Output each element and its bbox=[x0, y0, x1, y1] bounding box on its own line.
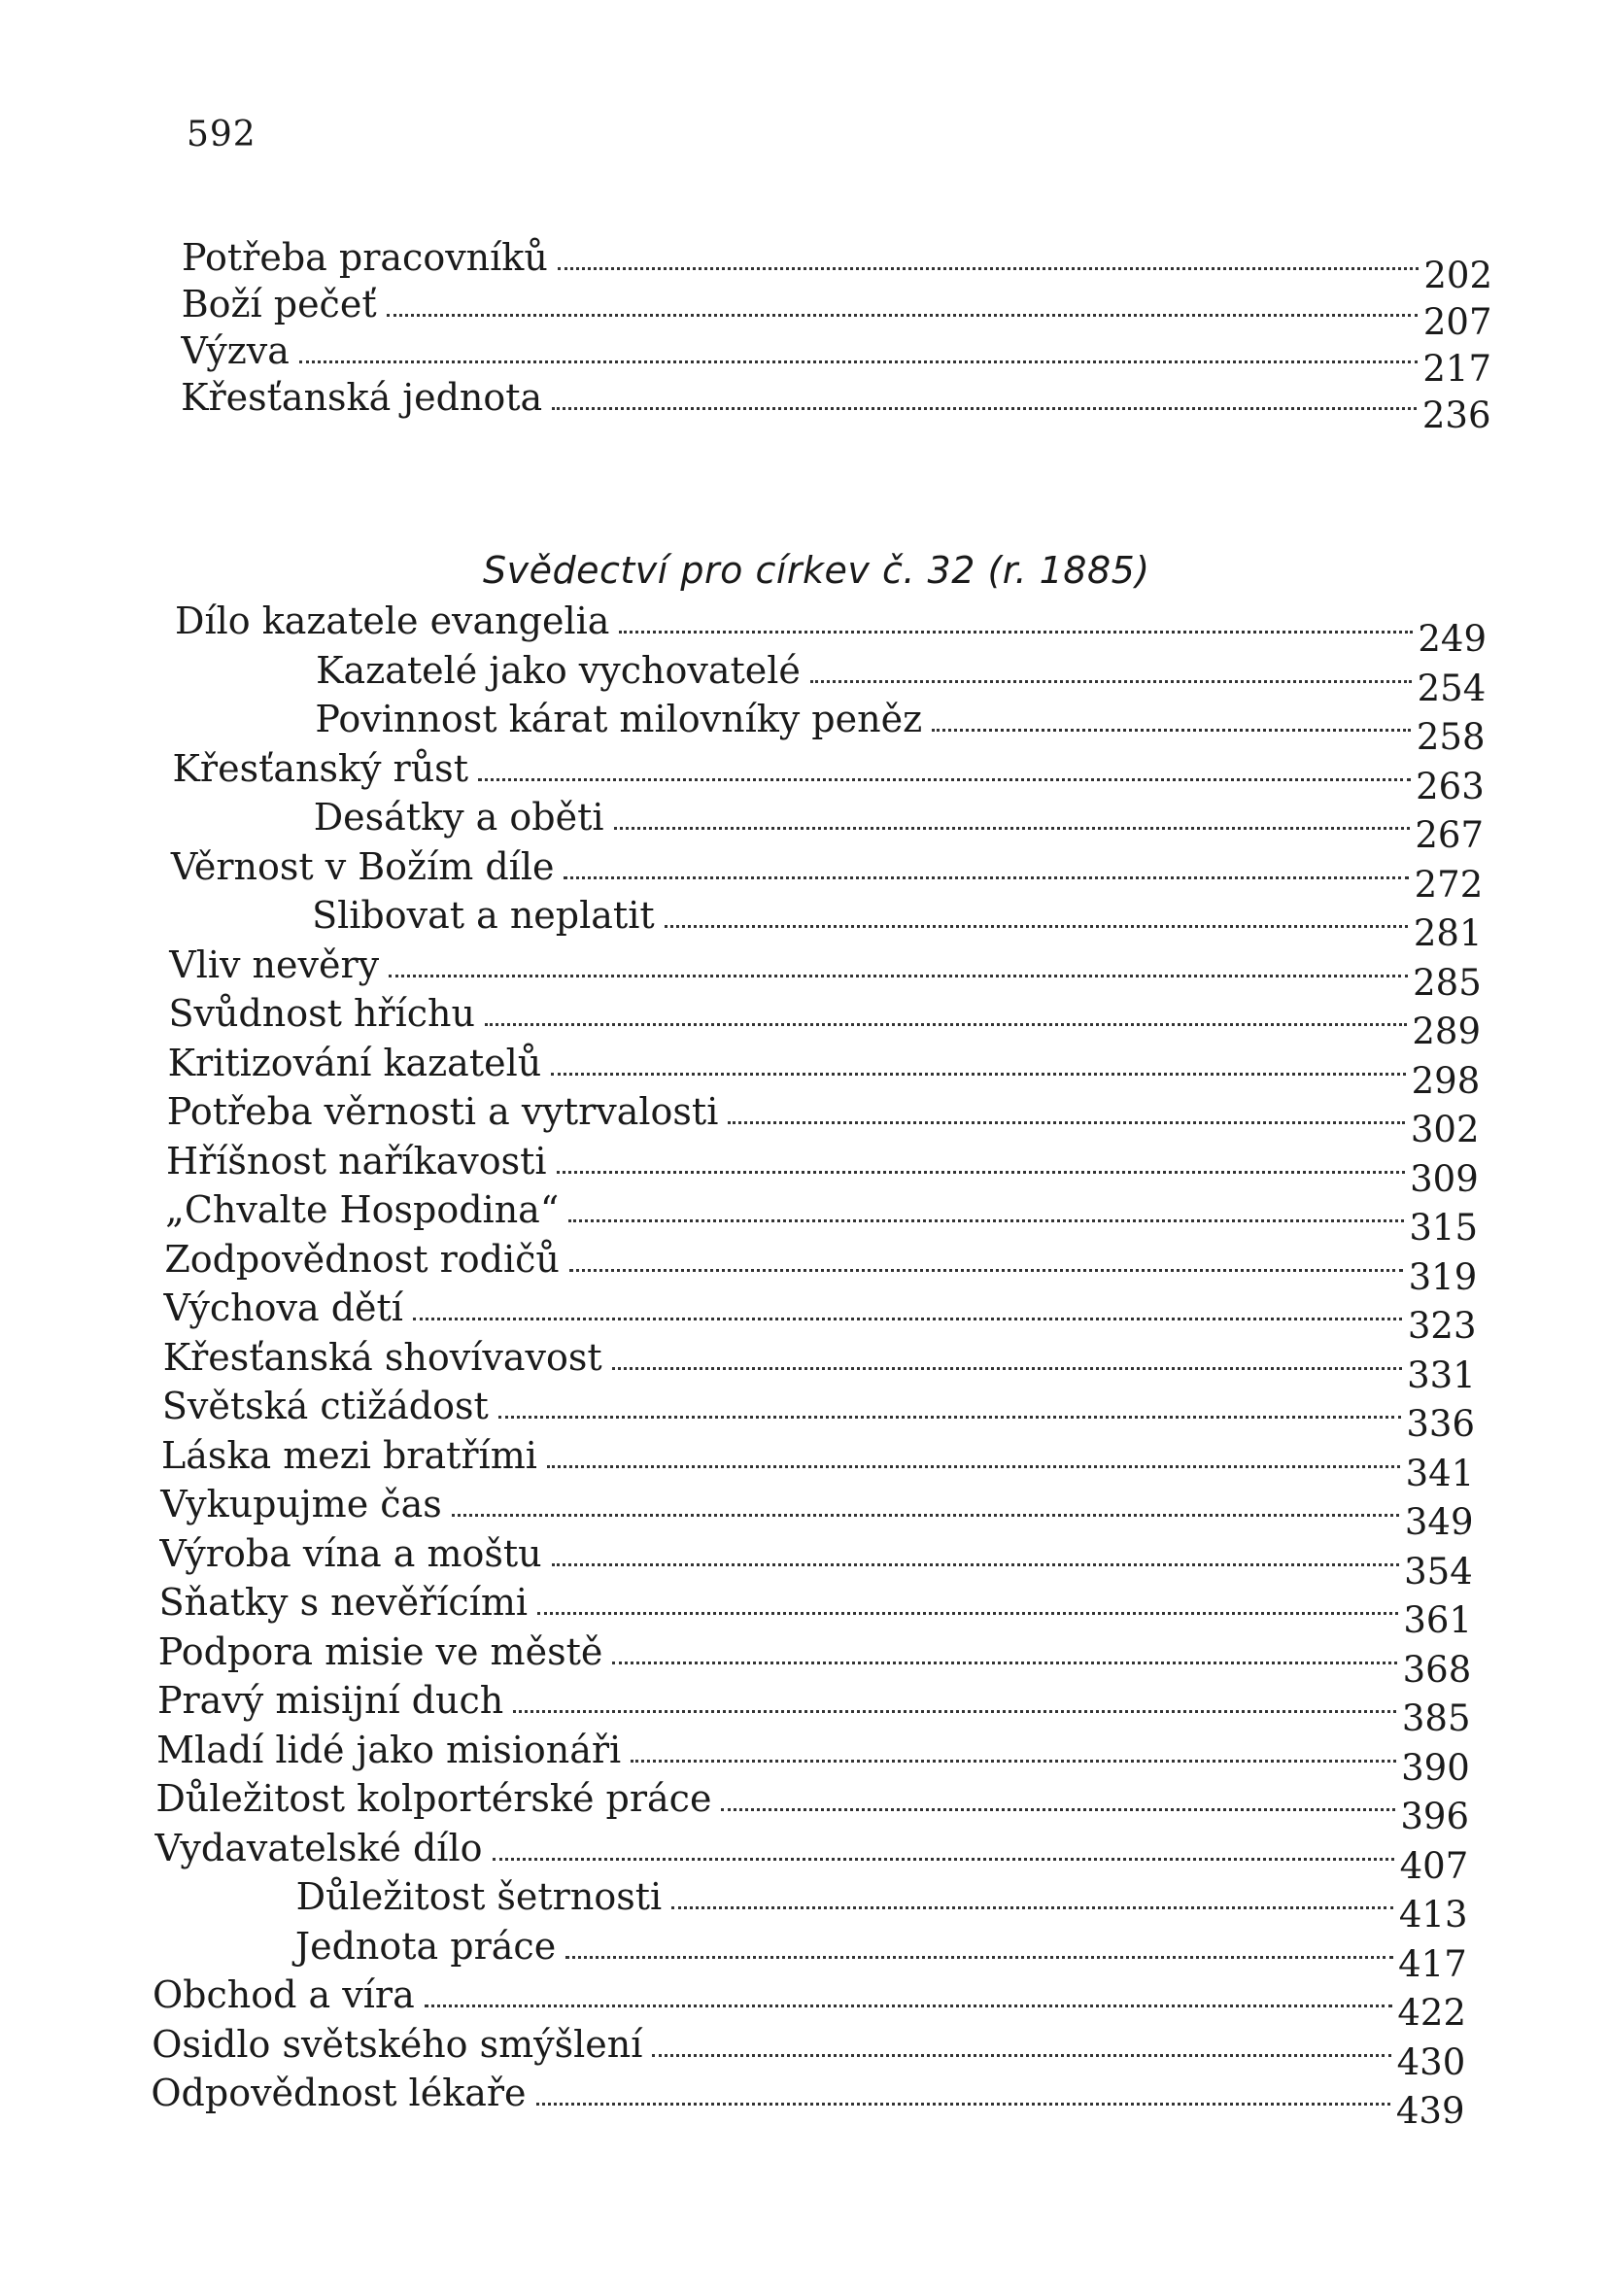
toc-entry-page: 439 bbox=[1395, 2090, 1465, 2132]
dot-leader bbox=[728, 1121, 1405, 1124]
toc-entry bbox=[165, 1185, 1478, 1249]
dot-leader bbox=[565, 1956, 1393, 1959]
dot-leader bbox=[612, 1662, 1397, 1664]
toc-entry bbox=[175, 597, 1487, 660]
toc-entry bbox=[181, 280, 1492, 343]
dot-leader bbox=[564, 876, 1409, 879]
toc-entry-title: Výzva bbox=[181, 329, 290, 372]
toc-entry bbox=[156, 1676, 1471, 1739]
toc-entry bbox=[182, 233, 1492, 296]
toc-entry-title: „Chvalte Hospodina“ bbox=[165, 1188, 560, 1231]
dot-leader bbox=[552, 1563, 1399, 1566]
toc-entry bbox=[153, 1970, 1466, 2034]
toc-entry bbox=[168, 989, 1481, 1052]
toc-entry bbox=[294, 1922, 1467, 1985]
dot-leader bbox=[721, 1808, 1395, 1811]
toc-entry-title: Potřeba věrnosti a vytrvalosti bbox=[166, 1090, 719, 1133]
toc-entry bbox=[163, 1284, 1477, 1347]
toc-entry bbox=[152, 2020, 1466, 2083]
toc-entry-page: 263 bbox=[1416, 765, 1485, 807]
toc-entry-title: Hříšnost naříkavosti bbox=[165, 1139, 547, 1182]
dot-leader bbox=[558, 267, 1419, 270]
toc-entry-page: 302 bbox=[1410, 1109, 1480, 1150]
toc-entry-title: Důležitost kolportérské práce bbox=[155, 1777, 712, 1820]
toc-entry-title: Povinnost kárat milovníky peněz bbox=[315, 698, 923, 740]
toc-entry-title: Svůdnost hříchu bbox=[168, 992, 475, 1035]
dot-leader bbox=[619, 631, 1413, 634]
toc-entry-title: Desátky a oběti bbox=[313, 796, 604, 839]
dot-leader bbox=[498, 1416, 1401, 1419]
toc-entry bbox=[158, 1578, 1472, 1641]
toc-entry-title: Jednota práce bbox=[294, 1924, 557, 1968]
toc-entry-title: Vydavatelské dílo bbox=[154, 1826, 483, 1869]
toc-entry-page: 417 bbox=[1398, 1942, 1467, 1985]
dot-leader bbox=[652, 2054, 1391, 2057]
toc-entry bbox=[166, 1087, 1480, 1150]
toc-entry-page: 298 bbox=[1411, 1059, 1481, 1102]
toc-entry-title: Věrnost v Božím díle bbox=[170, 844, 555, 888]
toc-entry bbox=[172, 744, 1485, 807]
toc-entry-page: 202 bbox=[1423, 255, 1492, 296]
toc-entry-page: 368 bbox=[1402, 1648, 1472, 1691]
toc-entry bbox=[157, 1628, 1472, 1691]
toc-entry bbox=[315, 695, 1486, 758]
toc-entry bbox=[161, 1382, 1475, 1445]
toc-entry bbox=[151, 2069, 1465, 2132]
toc-entry-title: Sňatky s nevěřícími bbox=[158, 1581, 529, 1624]
toc-entry-page: 249 bbox=[1418, 618, 1487, 660]
toc-entry bbox=[165, 1137, 1479, 1200]
toc-entry bbox=[162, 1333, 1476, 1396]
dot-leader bbox=[614, 827, 1410, 830]
toc-entry-page: 336 bbox=[1406, 1403, 1475, 1445]
toc-entry bbox=[170, 842, 1484, 906]
dot-leader bbox=[478, 778, 1411, 781]
toc-entry-title: Křesťanský růst bbox=[172, 746, 468, 790]
toc-entry-title: Pravý misijní duch bbox=[156, 1679, 504, 1722]
toc-entry-page: 341 bbox=[1405, 1452, 1475, 1494]
toc-entry-title: Boží pečeť bbox=[181, 283, 377, 326]
toc-entry bbox=[313, 793, 1484, 856]
toc-entry-title: Zodpovědnost rodičů bbox=[164, 1237, 560, 1281]
toc-entry-page: 258 bbox=[1416, 716, 1486, 758]
dot-leader bbox=[557, 1171, 1405, 1174]
toc-entry-title: Mladí lidé jako misionáři bbox=[156, 1728, 622, 1771]
toc-entry-page: 207 bbox=[1422, 301, 1492, 343]
toc-entry bbox=[164, 1235, 1478, 1298]
toc-entry-title: Výroba vína a moštu bbox=[159, 1531, 542, 1575]
dot-leader bbox=[493, 1858, 1395, 1861]
toc-entry bbox=[312, 891, 1483, 954]
toc-entry-title: Osidlo světského smýšlení bbox=[152, 2022, 643, 2066]
toc-entry bbox=[181, 373, 1491, 436]
toc-entry-page: 272 bbox=[1414, 863, 1484, 906]
toc-entry bbox=[154, 1824, 1469, 1887]
toc-entry-title: Kritizování kazatelů bbox=[167, 1041, 542, 1084]
toc-entry bbox=[169, 941, 1482, 1004]
toc-entry-page: 309 bbox=[1410, 1157, 1479, 1200]
toc-entry-page: 267 bbox=[1415, 814, 1484, 856]
toc-entry-page: 281 bbox=[1413, 912, 1483, 954]
dot-leader bbox=[547, 1465, 1400, 1468]
dot-leader bbox=[665, 925, 1409, 928]
toc-entry-title: Křesťanská jednota bbox=[181, 376, 543, 419]
dot-leader bbox=[299, 360, 1418, 363]
dot-leader bbox=[452, 1514, 1400, 1517]
toc-entry-page: 319 bbox=[1408, 1255, 1478, 1298]
toc-entry bbox=[161, 1431, 1475, 1494]
dot-leader bbox=[932, 729, 1411, 732]
section-heading: Svědectví pro církev č. 32 (r. 1885) bbox=[483, 549, 1150, 592]
toc-entry-title: Důležitost šetrnosti bbox=[295, 1875, 663, 1918]
toc-entry-page: 289 bbox=[1412, 1011, 1481, 1052]
dot-leader bbox=[568, 1219, 1404, 1222]
toc-entry-page: 354 bbox=[1404, 1550, 1473, 1593]
toc-entry-page: 385 bbox=[1401, 1697, 1471, 1739]
dot-leader bbox=[413, 1318, 1403, 1320]
toc-entry-page: 349 bbox=[1404, 1501, 1474, 1543]
toc-entry bbox=[316, 646, 1487, 709]
dot-leader bbox=[425, 2005, 1392, 2007]
toc-entry bbox=[295, 1872, 1468, 1936]
dot-leader bbox=[612, 1367, 1402, 1370]
toc-entry bbox=[159, 1529, 1473, 1593]
dot-leader bbox=[387, 314, 1419, 317]
toc-entry-title: Dílo kazatele evangelia bbox=[175, 600, 610, 642]
toc-entry bbox=[181, 326, 1491, 390]
toc-entry-page: 361 bbox=[1403, 1599, 1472, 1641]
toc-entry bbox=[160, 1480, 1474, 1543]
toc-entry-title: Obchod a víra bbox=[153, 1973, 415, 2016]
toc-entry-title: Vliv nevěry bbox=[169, 942, 380, 986]
toc-entry-page: 413 bbox=[1398, 1894, 1468, 1936]
toc-entry-title: Kazatelé jako vychovatelé bbox=[316, 648, 801, 692]
toc-entry-title: Potřeba pracovníků bbox=[182, 236, 548, 279]
dot-leader bbox=[537, 1612, 1398, 1615]
dot-leader bbox=[513, 1710, 1396, 1713]
toc-entry-page: 285 bbox=[1413, 961, 1482, 1004]
dot-leader bbox=[485, 1023, 1407, 1026]
dot-leader bbox=[631, 1760, 1396, 1763]
toc-entry bbox=[155, 1774, 1469, 1837]
page-number: 592 bbox=[187, 115, 257, 154]
toc-entry-page: 430 bbox=[1396, 2040, 1466, 2083]
toc-entry-page: 236 bbox=[1421, 394, 1491, 436]
toc-entry-page: 407 bbox=[1399, 1844, 1469, 1887]
toc-entry-title: Výchova dětí bbox=[163, 1286, 403, 1329]
toc-entry-title: Vykupujme čas bbox=[160, 1483, 442, 1525]
toc-entry-title: Odpovědnost lékaře bbox=[151, 2072, 527, 2114]
toc-entry-title: Slibovat a neplatit bbox=[312, 894, 655, 937]
toc-entry-title: Křesťanská shovívavost bbox=[162, 1335, 602, 1379]
dot-leader bbox=[536, 2103, 1391, 2106]
toc-entry-title: Láska mezi bratřími bbox=[161, 1433, 537, 1477]
toc-entry-page: 390 bbox=[1401, 1746, 1470, 1789]
toc-entry-page: 217 bbox=[1422, 348, 1491, 390]
dot-leader bbox=[810, 680, 1412, 683]
toc-entry-page: 422 bbox=[1397, 1992, 1466, 2034]
toc-entry-page: 315 bbox=[1409, 1207, 1478, 1249]
toc-entry-title: Světská ctižádost bbox=[161, 1385, 489, 1427]
dot-leader bbox=[389, 975, 1408, 977]
dot-leader bbox=[671, 1906, 1393, 1909]
dot-leader bbox=[551, 1073, 1406, 1076]
toc-entry bbox=[156, 1726, 1470, 1789]
toc-entry-page: 323 bbox=[1407, 1305, 1477, 1347]
toc-entry-page: 331 bbox=[1407, 1354, 1476, 1396]
dot-leader bbox=[569, 1269, 1403, 1272]
dot-leader bbox=[552, 407, 1417, 410]
toc-entry-page: 254 bbox=[1417, 667, 1487, 709]
toc-entry-page: 396 bbox=[1400, 1796, 1469, 1837]
toc-entry-title: Podpora misie ve městě bbox=[157, 1629, 603, 1673]
toc-entry bbox=[167, 1039, 1481, 1102]
